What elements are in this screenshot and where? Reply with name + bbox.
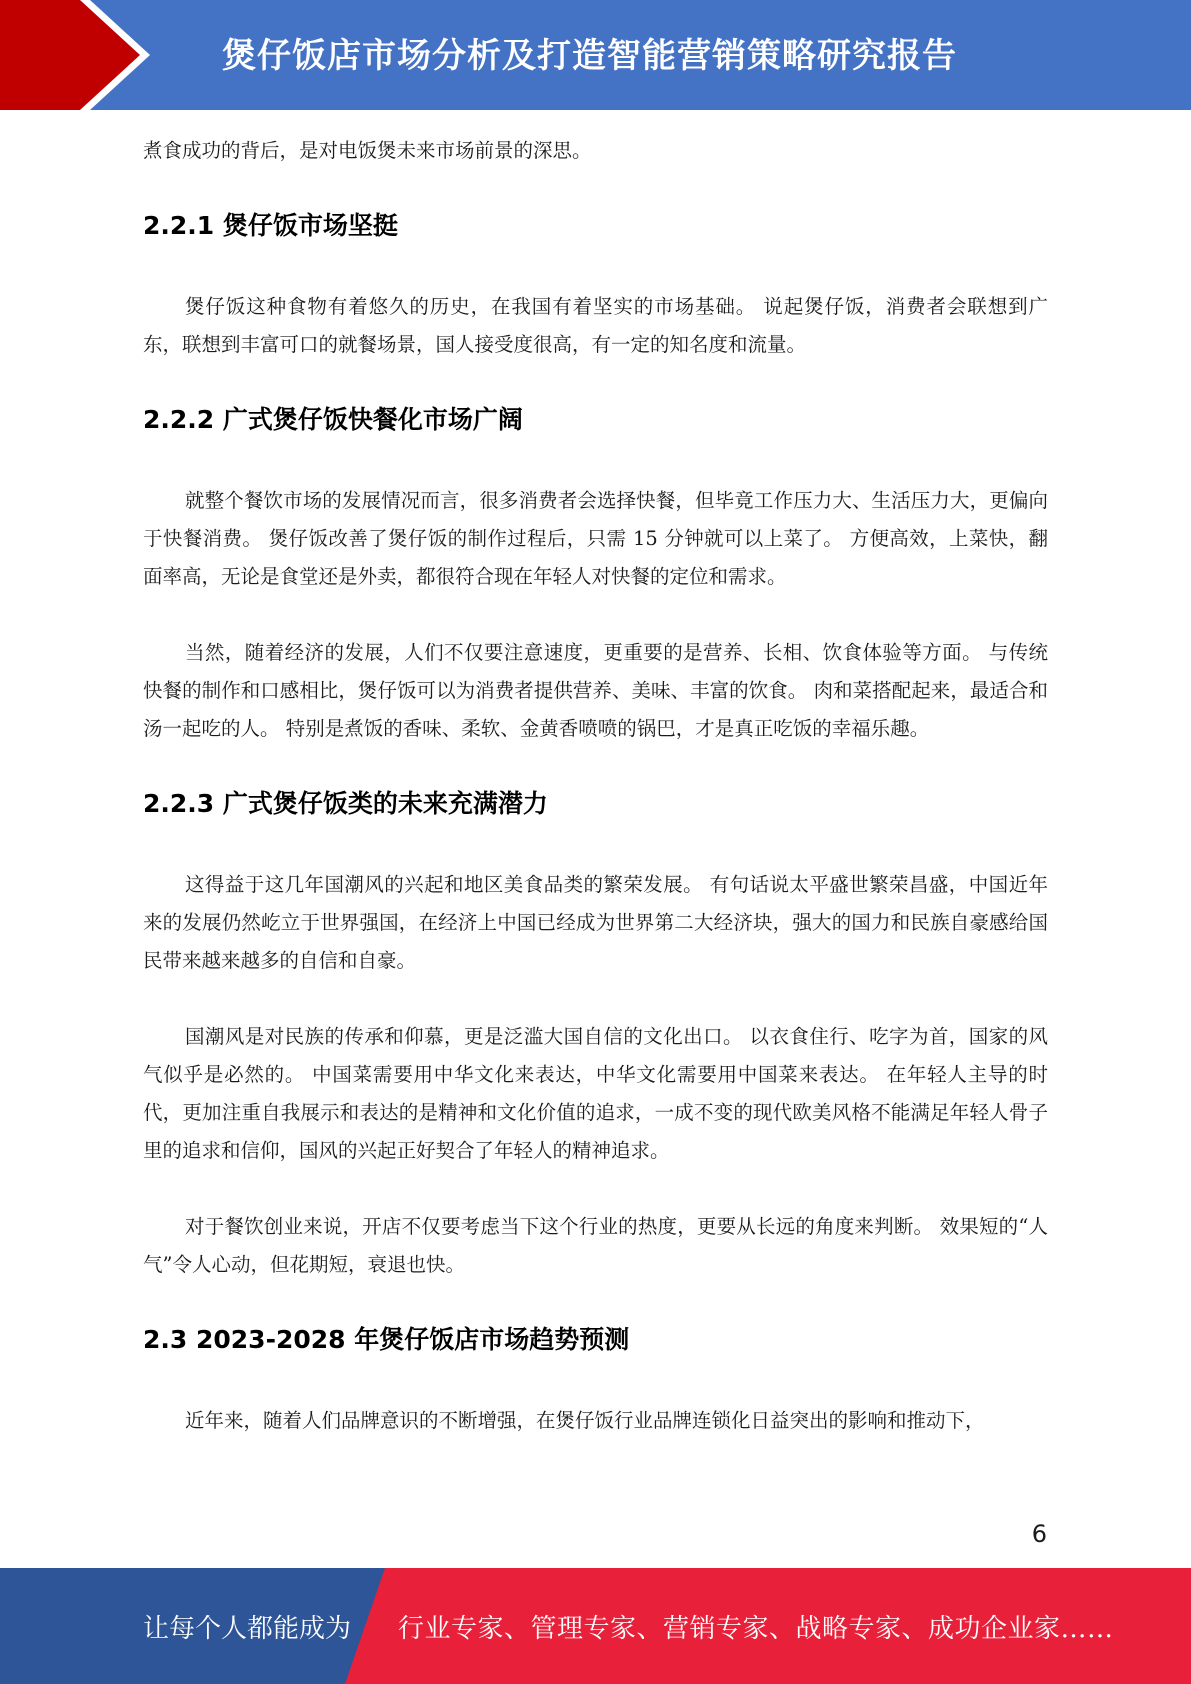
- section-heading-2-2-1: 2.2.1 煲仔饭市场坚挺: [143, 211, 398, 240]
- footer-slogan-left: 让每个人都能成为: [143, 1614, 352, 1644]
- section-heading-2-2-2: 2.2.2 广式煲仔饭快餐化市场广阔: [143, 405, 523, 434]
- footer-slogan-right: 行业专家、管理专家、营销专家、战略专家、成功企业家……: [398, 1614, 1114, 1644]
- paragraph-2-2-3-b: 国潮风是对民族的传承和仰慕，更是泛滥大国自信的文化出口。 以衣食住行、吃字为首，国家的风气似乎是必然的。 中国菜需要用中华文化来表达，中华文化需要用中国菜来表达。 在年轻人主导的时代，更加注重自我展示和表达的是精神和文化价值的追求，一成不变的现代欧美风格不能满足年轻人骨子里的追求和信仰，国风的兴起正好契合了年轻人的精神追求。: [143, 1025, 1048, 1162]
- section-heading-2-2-3: 2.2.3 广式煲仔饭类的未来充满潜力: [143, 789, 548, 818]
- paragraph-2-2-3-c: 对于餐饮创业来说，开店不仅要考虑当下这个行业的热度，更要从长远的角度来判断。 效果短的“人气”令人心动，但花期短，衰退也快。: [143, 1215, 1048, 1276]
- paragraph-2-3: 近年来，随着人们品牌意识的不断增强，在煲仔饭行业品牌连锁化日益突出的影响和推动下，: [185, 1409, 985, 1432]
- section-heading-2-3: 2.3 2023-2028 年煲仔饭店市场趋势预测: [143, 1325, 630, 1354]
- main-content: [143, 132, 1048, 1440]
- page-number: 6: [1031, 1520, 1047, 1548]
- paragraph-2-2-2-a: 就整个餐饮市场的发展情况而言，很多消费者会选择快餐，但毕竟工作压力大、生活压力大，更偏向于快餐消费。 煲仔饭改善了煲仔饭的制作过程后，只需 15 分钟就可以上菜了。 方便高效，上菜快，翻面率高，无论是食堂还是外卖，都很符合现在年轻人对快餐的定位和需求。: [143, 489, 1048, 588]
- paragraph-2-2-3-a: 这得益于这几年国潮风的兴起和地区美食品类的繁荣发展。 有句话说太平盛世繁荣昌盛，中国近年来的发展仍然屹立于世界强国，在经济上中国已经成为世界第二大经济块，强大的国力和民族自豪感给国民带来越来越多的自信和自豪。: [143, 873, 1048, 972]
- paragraph-2-2-2-b: 当然，随着经济的发展，人们不仅要注意速度，更重要的是营养、长相、饮食体验等方面。 与传统快餐的制作和口感相比，煲仔饭可以为消费者提供营养、美味、丰富的饮食。 肉和菜搭配起来，最适合和汤一起吃的人。 特别是煮饭的香味、柔软、金黄香喷喷的锅巴，才是真正吃饭的幸福乐趣。: [143, 641, 1048, 740]
- paragraph-2-2-1: 煲仔饭这种食物有着悠久的历史，在我国有着坚实的市场基础。 说起煲仔饭，消费者会联想到广东，联想到丰富可口的就餐场景，国人接受度很高，有一定的知名度和流量。: [143, 295, 1048, 356]
- header-arrow-icon: [0, 0, 145, 110]
- footer-banner: [0, 1568, 1191, 1684]
- header-banner: [0, 0, 1191, 110]
- report-title: 煲仔饭店市场分析及打造智能营销策略研究报告: [222, 36, 957, 76]
- paragraph-intro: 煮食成功的背后，是对电饭煲未来市场前景的深思。: [143, 139, 592, 162]
